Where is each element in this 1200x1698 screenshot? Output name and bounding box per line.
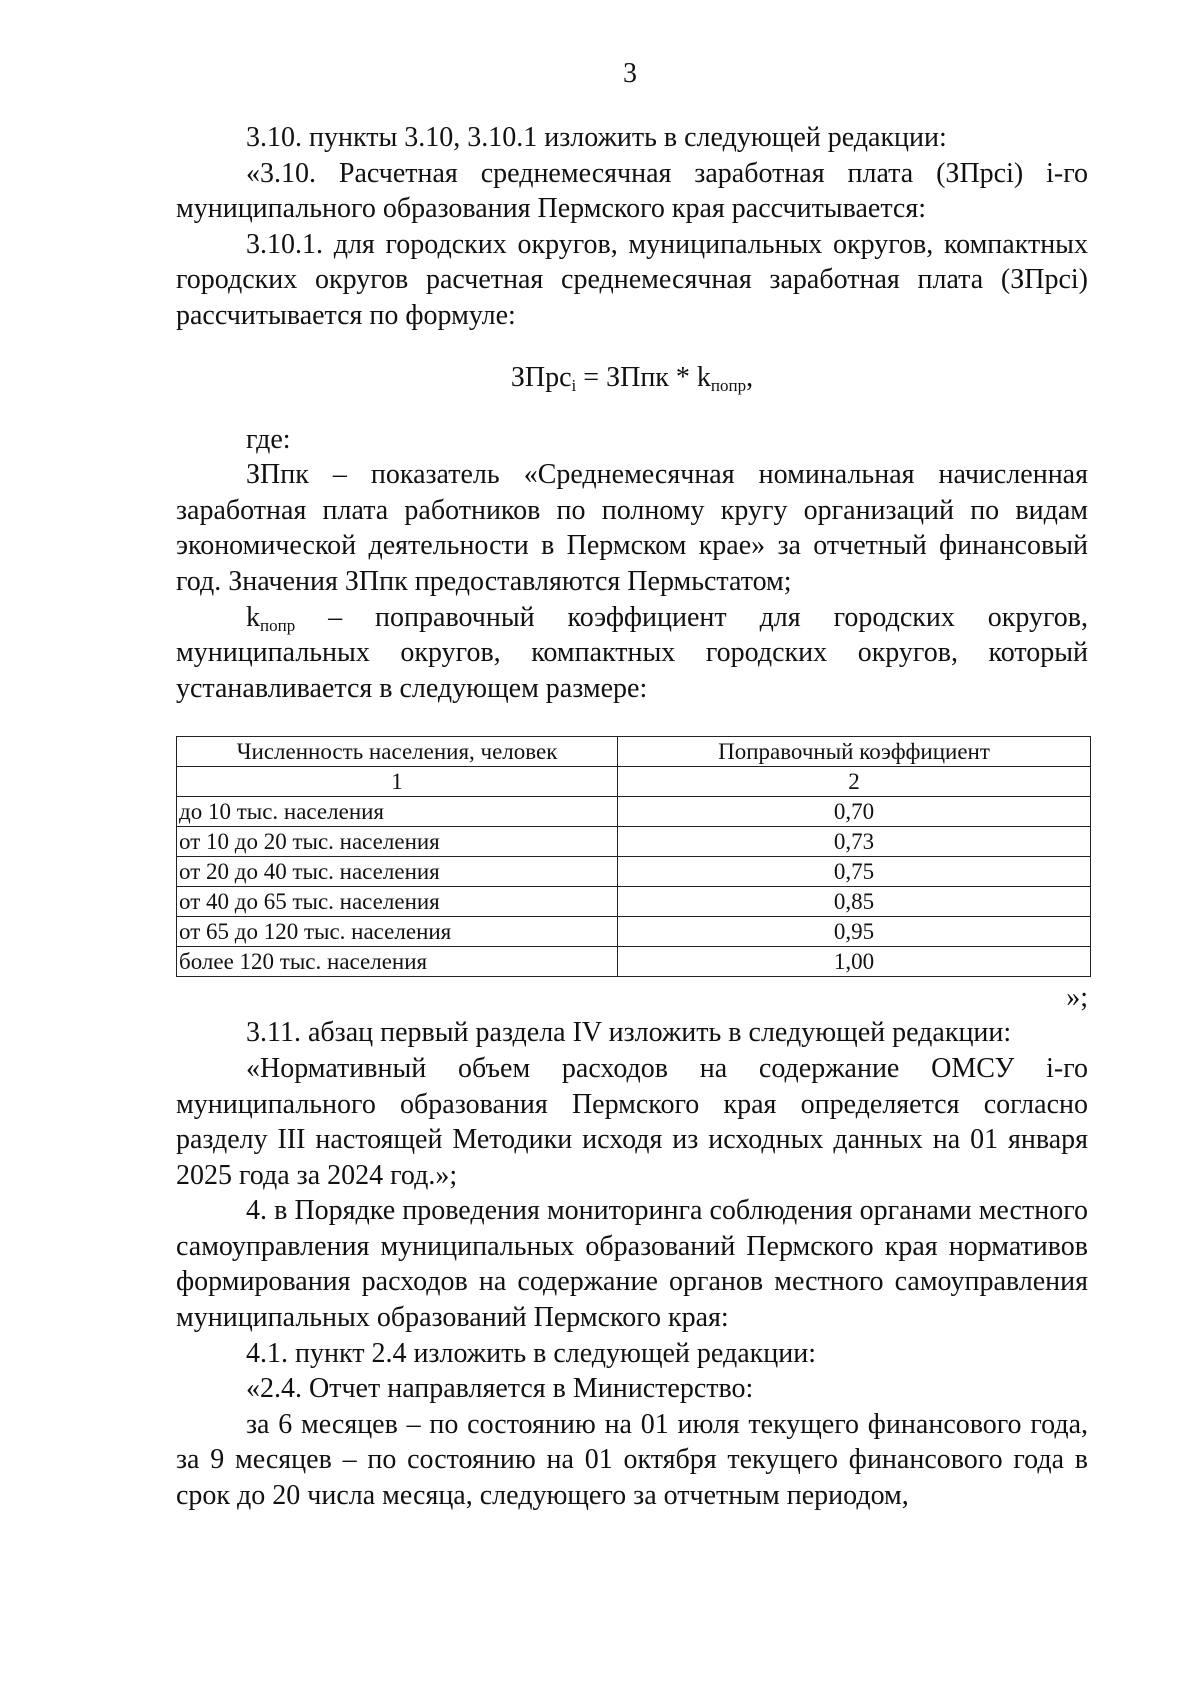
where-label: где: bbox=[246, 423, 291, 455]
table-row bbox=[177, 917, 1091, 947]
table-row bbox=[177, 827, 1091, 857]
table-header-cell: Численность населения, человек bbox=[177, 737, 618, 767]
table-col-numbers-row bbox=[177, 767, 1091, 797]
formula-sub: попр bbox=[710, 375, 747, 395]
table-cell-population: от 20 до 40 тыс. населения bbox=[177, 857, 618, 887]
formula-left: ЗПрс bbox=[510, 361, 572, 393]
closing-quote: »; bbox=[1066, 982, 1088, 1014]
table-col-number: 2 bbox=[618, 767, 1091, 797]
kpopr-text: – поправочный коэффициент для городских округов, муниципальных округов, компактных городских округов, который устанавливается в следующем размере: bbox=[176, 601, 1088, 704]
paragraph-3-11: 3.11. абзац первый раздела IV изложить в следующей редакции: bbox=[246, 1017, 1012, 1049]
paragraph-zppk: ЗПпк – показатель «Среднемесячная номинальная начисленная заработная плата работников по полному кругу организаций по видам экономической деятельности в Пермском крае» за отчетный финансовый год. Значения ЗПпк предоставляются Пермьстатом; bbox=[176, 459, 1088, 597]
table-row bbox=[177, 947, 1091, 977]
kpopr-sub: попр bbox=[260, 615, 296, 635]
table-cell-coefficient: 0,73 bbox=[618, 827, 1091, 857]
paragraph-normative: «Нормативный объем расходов на содержание ОМСУ i-го муниципального образования Пермского края определяется согласно разделу III настоящей Методики исходя из исходных данных на 01 января 2025 года за 2024 год.»; bbox=[176, 1052, 1088, 1191]
table-row bbox=[177, 887, 1091, 917]
paragraph-3-10-intro: 3.10. пункты 3.10, 3.10.1 изложить в следующей редакции: bbox=[246, 122, 947, 153]
paragraph-4: 4. в Порядке проведения мониторинга соблюдения органами местного самоуправления муниципальных образований Пермского края нормативов формирования расходов на содержание органов местного самоуправления муниципальных образований Пермского края: bbox=[176, 1195, 1088, 1334]
formula-left-sub: i bbox=[571, 375, 577, 395]
formula-mid: = ЗПпк * k bbox=[576, 361, 711, 393]
document-body bbox=[176, 120, 1088, 1514]
paragraph-2-4: «2.4. Отчет направляется в Министерство: bbox=[246, 1373, 754, 1405]
table-cell-coefficient: 0,95 bbox=[618, 917, 1091, 947]
paragraph-4-1: 4.1. пункт 2.4 изложить в следующей редакции: bbox=[246, 1337, 816, 1369]
table-cell-coefficient: 0,85 bbox=[618, 887, 1091, 917]
coefficient-table bbox=[176, 736, 1091, 977]
paragraph-report-terms: за 6 месяцев – по состоянию на 01 июля текущего финансового года, за 9 месяцев – по состоянию на 01 октября текущего финансового года в срок до 20 числа месяца, следующего за отчетным периодом, bbox=[176, 1408, 1088, 1512]
table-header-cell: Поправочный коэффициент bbox=[618, 737, 1091, 767]
table-cell-population: от 40 до 65 тыс. населения bbox=[177, 887, 618, 917]
table-cell-population: более 120 тыс. населения bbox=[177, 947, 618, 977]
table-cell-population: от 65 до 120 тыс. населения bbox=[177, 917, 618, 947]
table-cell-coefficient: 1,00 bbox=[618, 947, 1091, 977]
formula-end: , bbox=[746, 361, 754, 393]
page-number: 3 bbox=[623, 58, 637, 89]
table-row bbox=[177, 797, 1091, 827]
table-cell-population: от 10 до 20 тыс. населения bbox=[177, 827, 618, 857]
table-row bbox=[177, 857, 1091, 887]
paragraph-kpopr bbox=[176, 600, 1088, 707]
kpopr-symbol: k bbox=[246, 601, 260, 633]
table-col-number: 1 bbox=[177, 767, 618, 797]
paragraph-3-10: «3.10. Расчетная среднемесячная заработная плата (ЗПрсi) i-го муниципального образования Пермского края рассчитывается: bbox=[176, 157, 1088, 225]
table-cell-coefficient: 0,70 bbox=[618, 797, 1091, 827]
table-cell-population: до 10 тыс. населения bbox=[177, 797, 618, 827]
formula bbox=[176, 356, 1088, 400]
paragraph-3-10-1: 3.10.1. для городских округов, муниципальных округов, компактных городских округов расчетная среднемесячная заработная плата (ЗПрсi) рассчитывается по формуле: bbox=[176, 228, 1088, 331]
table-cell-coefficient: 0,75 bbox=[618, 857, 1091, 887]
table-header-row bbox=[177, 737, 1091, 767]
